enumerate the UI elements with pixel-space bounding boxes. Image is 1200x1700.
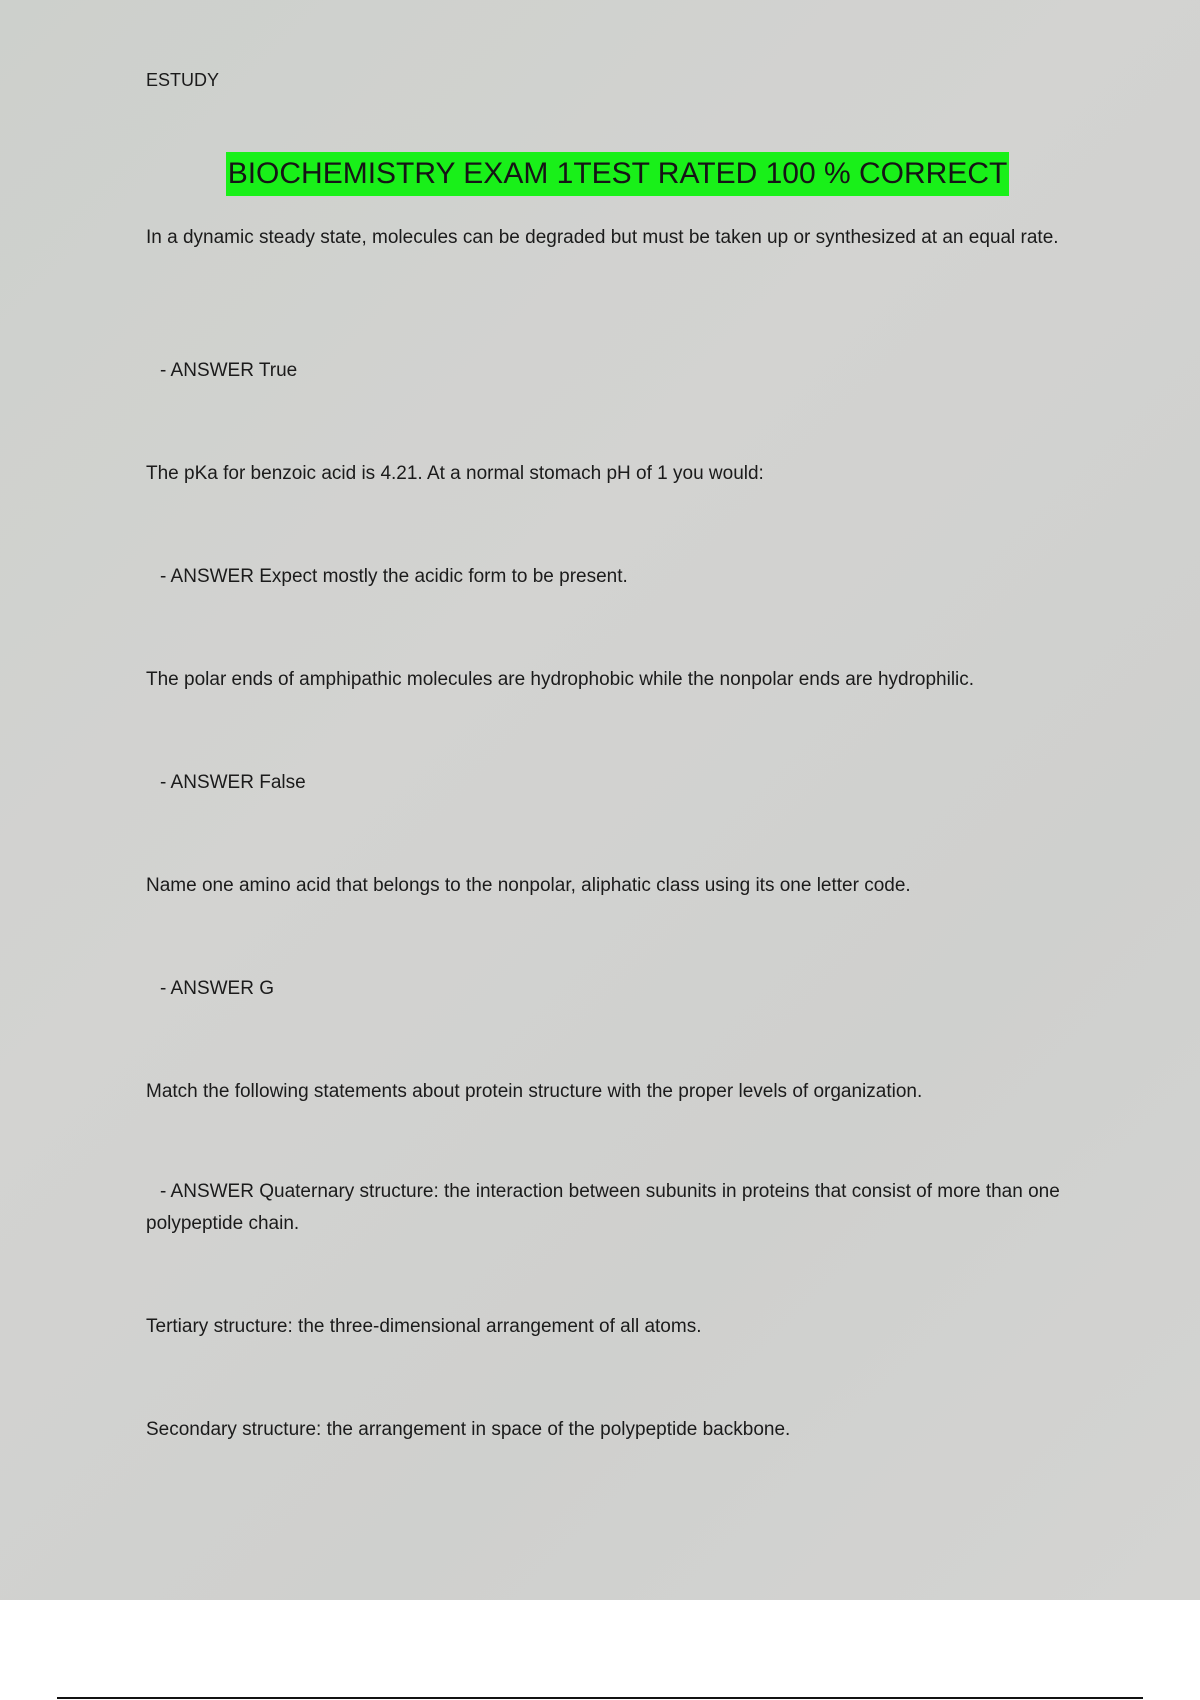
answer-text: - ANSWER Expect mostly the acidic form to be present. <box>160 566 628 587</box>
answer-text: - ANSWER True <box>160 360 298 381</box>
question-text: Name one amino acid that belongs to the nonpolar, aliphatic class using its one letter code. <box>146 875 911 896</box>
question-text: The pKa for benzoic acid is 4.21. At a normal stomach pH of 1 you would: <box>146 463 764 484</box>
answer-continuation: Tertiary structure: the three-dimensional arrangement of all atoms. <box>146 1316 702 1337</box>
answer-text-body: - ANSWER Quaternary structure: the interaction between subunits in proteins that consist of more than one polypeptide chain. <box>146 1181 1060 1234</box>
answer-text: - ANSWER False <box>160 772 306 793</box>
answer-text: - ANSWER G <box>160 978 275 999</box>
answer-text <box>146 1176 1076 1240</box>
answer-continuation: Secondary structure: the arrangement in space of the polypeptide backbone. <box>146 1419 791 1440</box>
question-text: The polar ends of amphipathic molecules are hydrophobic while the nonpolar ends are hydrophilic. <box>146 669 975 690</box>
footer-divider <box>57 1697 1143 1699</box>
title-container <box>0 152 1200 196</box>
document-title: BIOCHEMISTRY EXAM 1TEST RATED 100 % CORRECT <box>226 152 1010 196</box>
question-text: In a dynamic steady state, molecules can be degraded but must be taken up or synthesized at an equal rate. <box>146 227 1059 248</box>
page-header: ESTUDY <box>146 70 220 90</box>
question-text: Match the following statements about protein structure with the proper levels of organization. <box>146 1081 923 1102</box>
